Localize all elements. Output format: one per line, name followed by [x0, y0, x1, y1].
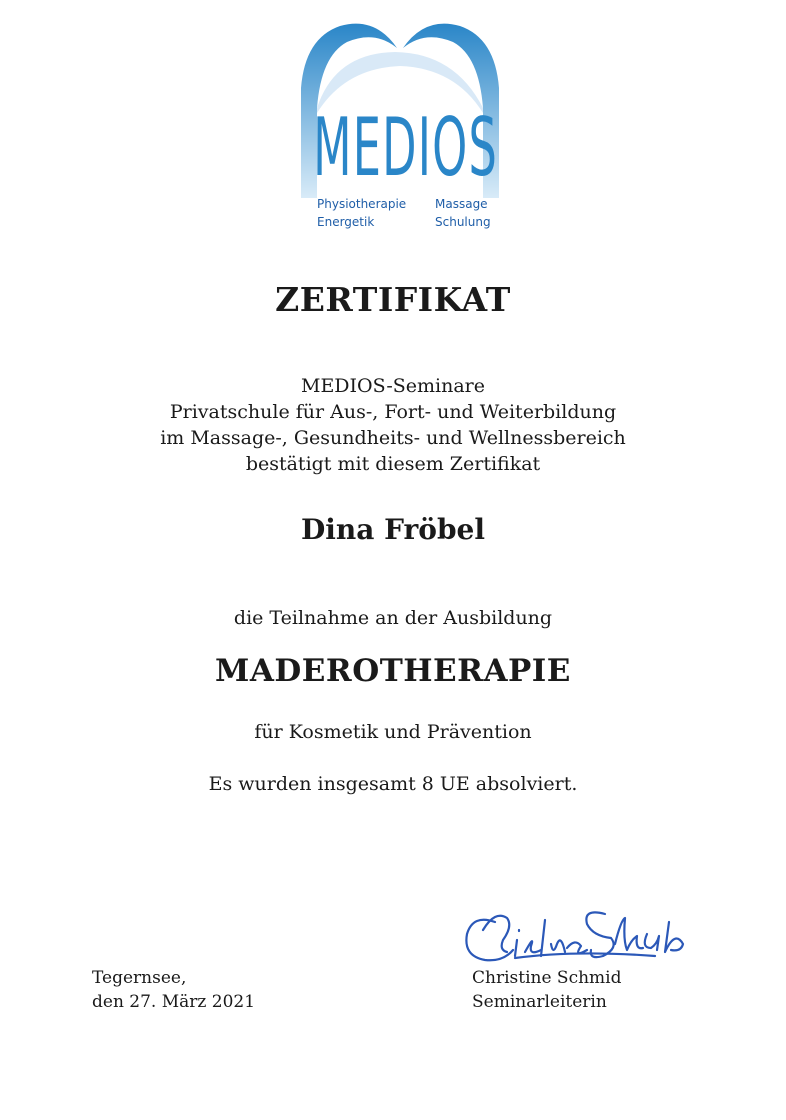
logo-tag-energetik: Energetik: [317, 215, 375, 229]
intro-line: MEDIOS-Seminare: [300, 375, 486, 397]
date: den 27. März 2021: [92, 992, 256, 1012]
course-subtitle: für Kosmetik und Prävention: [254, 721, 532, 743]
recipient-name: Dina Fröbel: [300, 513, 485, 546]
units-text: Es wurden insgesamt 8 UE absolviert.: [208, 773, 578, 795]
signer-name: Christine Schmid: [472, 968, 622, 988]
certificate-intro: [0, 373, 786, 477]
intro-line: Privatschule für Aus-, Fort- und Weiterbildung: [169, 401, 617, 423]
intro-line: im Massage-, Gesundheits- und Wellnessbereich: [160, 427, 626, 449]
logo-word: MEDIOS: [313, 101, 499, 194]
place: Tegernsee,: [92, 968, 187, 988]
course-title: MADEROTHERAPIE: [215, 653, 571, 689]
participation-text: die Teilnahme an der Ausbildung: [233, 607, 553, 629]
signer-role: Seminarleiterin: [472, 992, 607, 1012]
medios-logo: [295, 8, 505, 248]
logo-tag-physiotherapie: Physiotherapie: [317, 197, 407, 211]
certificate-title: ZERTIFIKAT: [275, 280, 511, 319]
logo-tag-massage: Massage: [435, 197, 488, 211]
logo-tag-schulung: Schulung: [435, 215, 491, 229]
intro-line: bestätigt mit diesem Zertifikat: [245, 453, 541, 475]
place-date-block: [92, 966, 255, 1014]
signer-block: [472, 966, 621, 1014]
